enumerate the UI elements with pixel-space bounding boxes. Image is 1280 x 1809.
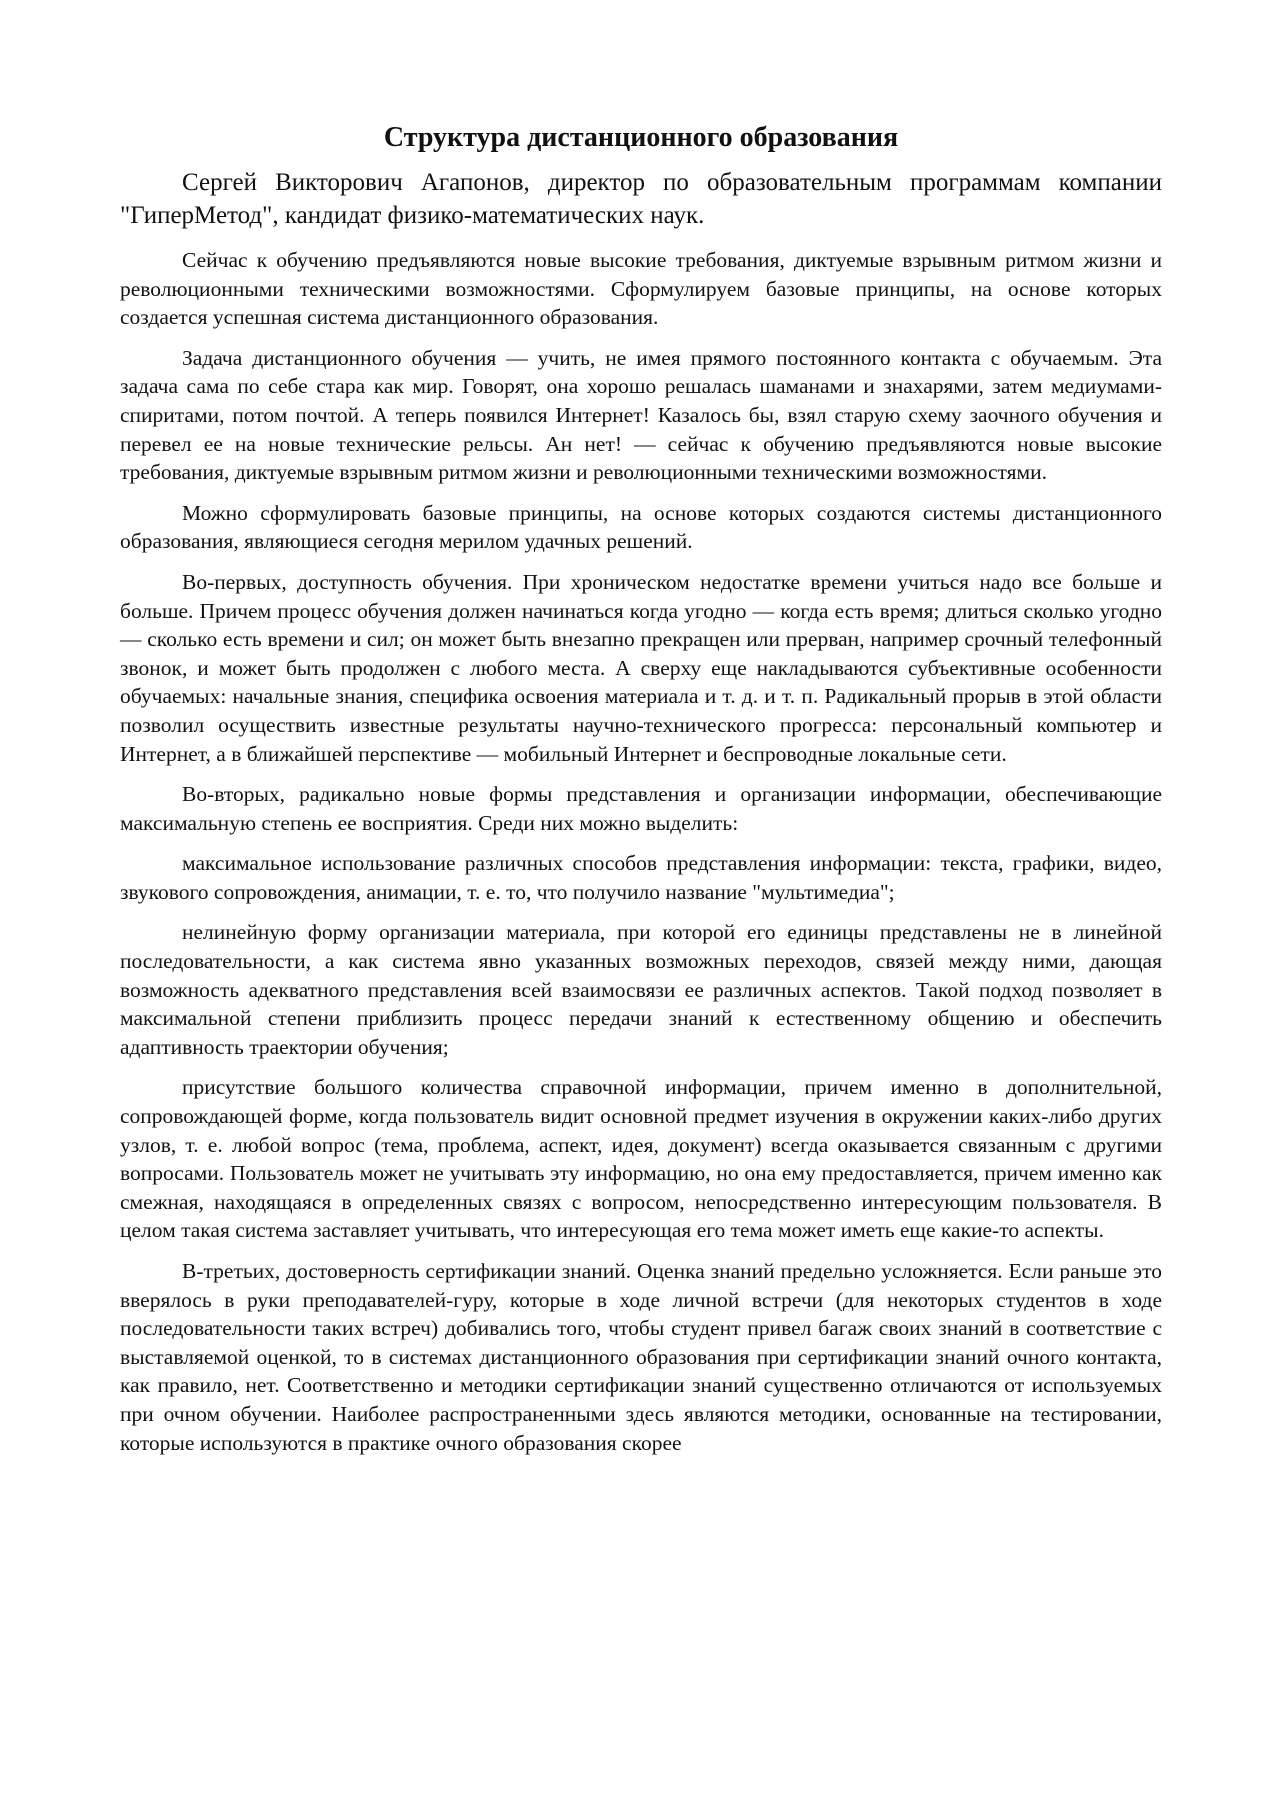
paragraph-intro: Сейчас к обучению предъявляются новые высокие требования, диктуемые взрывным ритмом жизни и революционными техническими возможностями. Сформулируем базовые принципы, на основе которых создается успешная система дистанционного образования. xyxy=(120,248,1162,330)
author-line: Сергей Викторович Агапонов, директор по образовательным программам компании "ГиперМетод", кандидат физико-математических наук. xyxy=(120,169,1162,229)
paragraph-first: Во-первых, доступность обучения. При хроническом недостатке времени учиться надо все больше и больше. Причем процесс обучения должен начинаться когда угодно — когда есть время; длиться сколько угодно — сколько есть времени и сил; он может быть внезапно прекращен или прерван, например срочный телефонный звонок, и может быть продолжен с любого места. А сверху еще накладываются субъективные особенности обучаемых: начальные знания, специфика освоения материала и т. д. и т. п. Радикальный прорыв в этой области позволил осуществить известные результаты научно-технического прогресса: персональный компьютер и Интернет, а в ближайшей перспективе — мобильный Интернет и беспроводные локальные сети. xyxy=(120,569,1162,766)
list-item-multimedia: максимальное использование различных способов представления информации: текста, графики, видео, звукового сопровождения, анимации, т. е. то, что получило название "мультимедиа"; xyxy=(120,851,1162,904)
document-title: Структура дистанционного образования xyxy=(383,122,899,153)
paragraph-second: Во-вторых, радикально новые формы представления и организации информации, обеспечивающие максимальную степень ее восприятия. Среди них можно выделить: xyxy=(120,782,1162,835)
paragraph-principles: Можно сформулировать базовые принципы, на основе которых создаются системы дистанционного образования, являющиеся сегодня мерилом удачных решений. xyxy=(120,500,1162,554)
list-item-reference: присутствие большого количества справочной информации, причем именно в дополнительной, сопровождающей форме, когда пользователь видит основной предмет изучения в окружении каких-либо других узлов, т. е. любой вопрос (тема, проблема, аспект, идея, документ) всегда оказывается связанным с другими вопросами. Пользователь может не учитывать эту информацию, но она ему предоставляется, причем именно как смежная, находящаяся в определенных связях с вопросом, непосредственно интересующим пользователя. В целом такая система заставляет учитывать, что интересующая его тема может иметь еще какие-то аспекты. xyxy=(120,1075,1162,1243)
paragraph-task: Задача дистанционного обучения — учить, не имея прямого постоянного контакта с обучаемым. Эта задача сама по себе стара как мир. Говорят, она хорошо решалась шаманами и знахарями, затем медиумами-спиритами, потом почтой. А теперь появился Интернет! Казалось бы, взял старую схему заочного обучения и перевел ее на новые технические рельсы. Ан нет! — сейчас к обучению предъявляются новые высокие требования, диктуемые взрывным ритмом жизни и революционными техническими возможностями. xyxy=(120,345,1162,485)
paragraph-third: В-третьих, достоверность сертификации знаний. Оценка знаний предельно усложняется. Если раньше это вверялось в руки преподавателей-гуру, которые в ходе личной встречи (для некоторых студентов в ходе последовательности таких встреч) добивались того, чтобы студент привел багаж своих знаний в соответствие с выставляемой оценкой, то в системах дистанционного образования при сертификации знаний очного контакта, как правило, нет. Соответственно и методики сертификации знаний существенно отличаются от используемых при очном обучении. Наиболее распространенными здесь являются методики, основанные на тестировании, которые используются в практике очного образования скорее xyxy=(120,1259,1162,1455)
document-page xyxy=(120,118,1162,1469)
list-item-nonlinear: нелинейную форму организации материала, при которой его единицы представлены не в линейной последовательности, а как система явно указанных возможных переходов, связей между ними, дающая возможность адекватного представления всей взаимосвязи ее различных аспектов. Такой подход позволяет в максимальной степени приблизить процесс передачи знаний к естественному общению и обеспечить адаптивность траектории обучения; xyxy=(120,920,1162,1059)
